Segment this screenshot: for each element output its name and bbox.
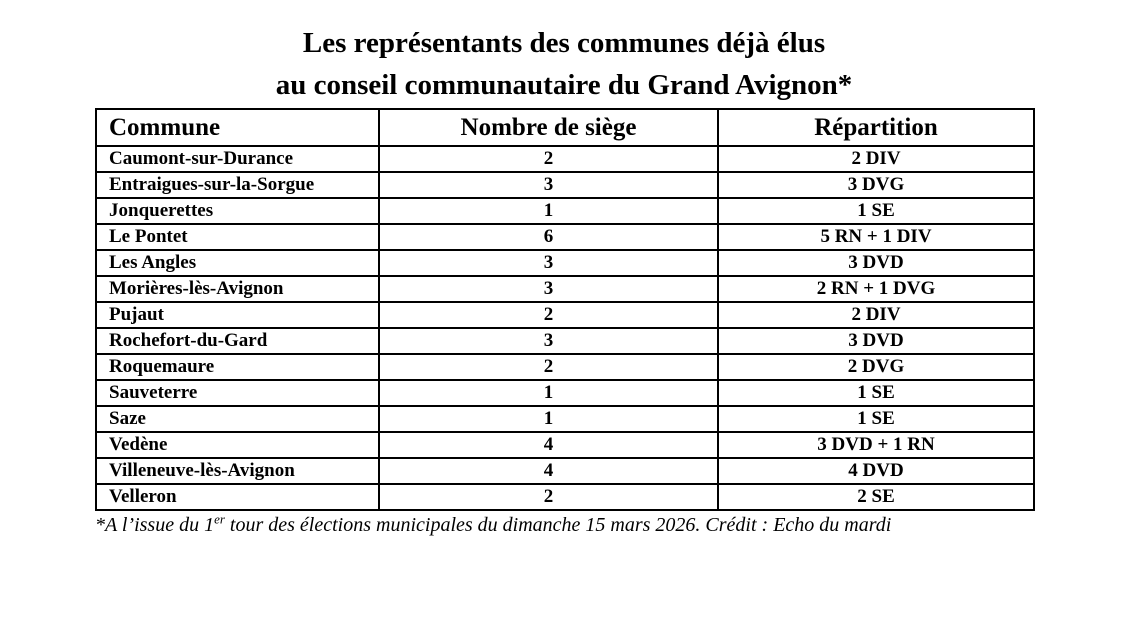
- table-row: [96, 354, 1034, 380]
- repartition-cell: 2 DIV: [718, 146, 1034, 172]
- header-commune: Commune: [96, 109, 379, 146]
- seats-cell: 1: [379, 406, 718, 432]
- commune-cell: Jonquerettes: [96, 198, 379, 224]
- footnote: [95, 511, 1033, 537]
- repartition-cell: 1 SE: [718, 406, 1034, 432]
- footnote-superscript: er: [214, 511, 225, 527]
- repartition-cell: 2 RN + 1 DVG: [718, 276, 1034, 302]
- commune-cell: Pujaut: [96, 302, 379, 328]
- commune-cell: Saze: [96, 406, 379, 432]
- table-row: [96, 484, 1034, 510]
- repartition-cell: 4 DVD: [718, 458, 1034, 484]
- table-row: [96, 458, 1034, 484]
- repartition-cell: 3 DVD + 1 RN: [718, 432, 1034, 458]
- commune-cell: Le Pontet: [96, 224, 379, 250]
- repartition-cell: 2 SE: [718, 484, 1034, 510]
- figure-title: [95, 22, 1033, 106]
- table-row: [96, 276, 1034, 302]
- table-body: [96, 146, 1034, 510]
- seats-cell: 2: [379, 302, 718, 328]
- table-row: [96, 146, 1034, 172]
- commune-cell: Morières-lès-Avignon: [96, 276, 379, 302]
- commune-cell: Les Angles: [96, 250, 379, 276]
- repartition-cell: 3 DVG: [718, 172, 1034, 198]
- seats-cell: 6: [379, 224, 718, 250]
- commune-cell: Roquemaure: [96, 354, 379, 380]
- table-row: [96, 328, 1034, 354]
- table-row: [96, 198, 1034, 224]
- seats-cell: 3: [379, 172, 718, 198]
- commune-cell: Villeneuve-lès-Avignon: [96, 458, 379, 484]
- footnote-suffix: tour des élections municipales du dimanche 15 mars 2026. Crédit : Echo du mardi: [224, 514, 892, 536]
- table-row: [96, 380, 1034, 406]
- commune-cell: Velleron: [96, 484, 379, 510]
- seats-cell: 4: [379, 458, 718, 484]
- seats-cell: 4: [379, 432, 718, 458]
- commune-cell: Entraigues-sur-la-Sorgue: [96, 172, 379, 198]
- header-sieges: Nombre de siège: [379, 109, 718, 146]
- header-row: [96, 109, 1034, 146]
- seats-cell: 1: [379, 198, 718, 224]
- repartition-cell: 2 DVG: [718, 354, 1034, 380]
- table-row: [96, 302, 1034, 328]
- repartition-cell: 3 DVD: [718, 250, 1034, 276]
- seats-cell: 3: [379, 328, 718, 354]
- repartition-cell: 2 DIV: [718, 302, 1034, 328]
- title-line-2: au conseil communautaire du Grand Avignon*: [275, 69, 853, 101]
- repartition-cell: 3 DVD: [718, 328, 1034, 354]
- communes-table: [95, 108, 1035, 511]
- commune-cell: Vedène: [96, 432, 379, 458]
- seats-cell: 2: [379, 146, 718, 172]
- seats-cell: 3: [379, 250, 718, 276]
- commune-cell: Caumont-sur-Durance: [96, 146, 379, 172]
- commune-cell: Rochefort-du-Gard: [96, 328, 379, 354]
- repartition-cell: 1 SE: [718, 198, 1034, 224]
- footnote-prefix: *A l’issue du 1: [95, 514, 215, 536]
- table-row: [96, 172, 1034, 198]
- table-row: [96, 432, 1034, 458]
- seats-cell: 2: [379, 484, 718, 510]
- table-header: [96, 109, 1034, 146]
- seats-cell: 2: [379, 354, 718, 380]
- seats-cell: 3: [379, 276, 718, 302]
- repartition-cell: 1 SE: [718, 380, 1034, 406]
- table-row: [96, 250, 1034, 276]
- header-repartition: Répartition: [718, 109, 1034, 146]
- repartition-cell: 5 RN + 1 DIV: [718, 224, 1034, 250]
- table-row: [96, 224, 1034, 250]
- commune-cell: Sauveterre: [96, 380, 379, 406]
- table-row: [96, 406, 1034, 432]
- seats-cell: 1: [379, 380, 718, 406]
- title-line-1: Les représentants des communes déjà élus: [302, 27, 826, 59]
- figure-container: [95, 22, 1033, 537]
